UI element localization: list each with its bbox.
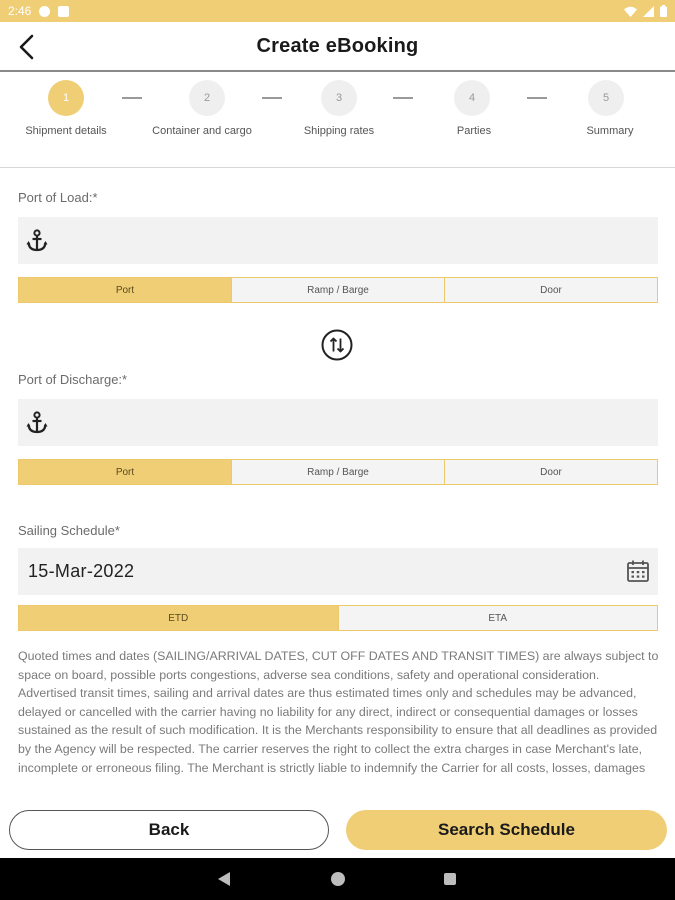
data-saver-icon: [39, 6, 50, 17]
signal-icon: [643, 6, 654, 17]
calendar-icon[interactable]: [626, 559, 650, 583]
anchor-icon: [26, 411, 48, 435]
step-4-circle[interactable]: 4: [454, 80, 490, 116]
system-nav-bar: [0, 858, 675, 900]
status-bar: [0, 0, 675, 22]
schedule-option-eta[interactable]: ETA: [338, 606, 658, 630]
step-connector: [122, 97, 142, 99]
sim-card-icon: [58, 6, 69, 17]
search-schedule-button[interactable]: Search Schedule: [346, 810, 667, 850]
sailing-date-input[interactable]: [18, 548, 658, 595]
page-title: Create eBooking: [256, 34, 419, 57]
back-button[interactable]: Back: [9, 810, 329, 850]
status-right: [624, 5, 667, 17]
pol-type-ramp-barge[interactable]: Ramp / Barge: [231, 278, 444, 302]
nav-home-icon[interactable]: [331, 872, 345, 886]
step-2-label: Container and cargo: [152, 125, 252, 137]
port-of-discharge-type-selector: [18, 459, 658, 485]
sailing-schedule-label: Sailing Schedule*: [18, 523, 120, 538]
port-of-load-type-selector: [18, 277, 658, 303]
app-header: [0, 22, 675, 72]
anchor-icon: [26, 229, 48, 253]
step-connector: [393, 97, 413, 99]
status-time: 2:46: [8, 4, 32, 18]
stepper: [0, 72, 675, 168]
step-3-label: Shipping rates: [303, 125, 375, 137]
pol-type-port[interactable]: Port: [19, 278, 231, 302]
step-connector: [527, 97, 547, 99]
status-left: [8, 4, 69, 18]
step-5-label: Summary: [586, 125, 634, 137]
pod-type-door[interactable]: Door: [444, 460, 657, 484]
port-of-discharge-label: Port of Discharge:*: [18, 372, 128, 387]
nav-back-icon[interactable]: [218, 872, 230, 886]
disclaimer-text: Quoted times and dates (SAILING/ARRIVAL DATES, CUT OFF DATES AND TRANSIT TIMES) are always subject to space on board, possible ports congestions, adverse sea conditions, safety and operational consideration. Advertised transit times, sailing and arrival dates are thus estimated times only and schedules may be advanced, delayed or cancelled with the carrier having no liability for any direct, indirect or consequential damages or losses sustained as the result of such modification. It is the Merchants responsibility to ensure that all deadlines as provided by the Agency will be respected. The carrier reserves the right to collect the extra charges in case Merchant's late, incomplete or erroneous filing. The Merchant is strictly liable to indemnify the Carrier for all costs, losses, damages: [18, 649, 659, 775]
wifi-icon: [624, 6, 637, 17]
port-of-load-input[interactable]: [18, 217, 658, 264]
port-of-discharge-input[interactable]: [18, 399, 658, 446]
step-5-circle[interactable]: 5: [588, 80, 624, 116]
swap-vertical-icon[interactable]: [321, 329, 353, 361]
step-connector: [262, 97, 282, 99]
battery-icon: [660, 5, 667, 17]
step-1-label: Shipment details: [25, 125, 107, 137]
back-arrow-icon[interactable]: [14, 32, 44, 62]
step-4-label: Parties: [456, 125, 492, 137]
pol-type-door[interactable]: Door: [444, 278, 657, 302]
step-2-circle[interactable]: 2: [189, 80, 225, 116]
step-1-circle[interactable]: 1: [48, 80, 84, 116]
nav-recents-icon[interactable]: [444, 873, 456, 885]
schedule-option-etd[interactable]: ETD: [19, 606, 338, 630]
pod-type-ramp-barge[interactable]: Ramp / Barge: [231, 460, 444, 484]
step-3-circle[interactable]: 3: [321, 80, 357, 116]
port-of-load-label: Port of Load:*: [18, 190, 98, 205]
sailing-date-value: 15-Mar-2022: [28, 561, 135, 581]
pod-type-port[interactable]: Port: [19, 460, 231, 484]
etd-eta-selector: [18, 605, 658, 631]
